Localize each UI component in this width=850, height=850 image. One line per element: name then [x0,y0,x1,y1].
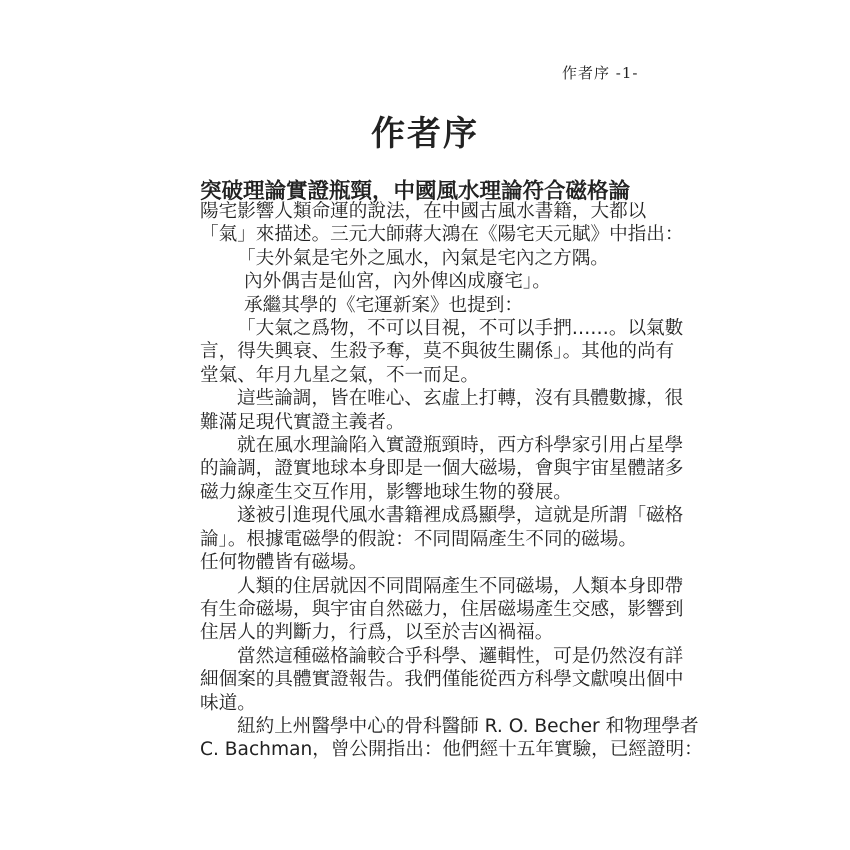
text-line: 人類的住居就因不同間隔產生不同磁場，人類本身即帶 [237,575,684,597]
text-line: 味道。 [200,692,256,714]
page-title: 作者序 [371,114,479,154]
text-line: 論」。根據電磁學的假說：不同間隔產生不同的磁場。 [200,528,637,550]
text-line: 有生命磁場，與宇宙自然磁力，住居磁場產生交感，影響到 [200,598,684,620]
text-line: 遂被引進現代風水書籍裡成爲顯學，這就是所謂「磁格 [237,505,684,527]
text-line: 就在風水理論陷入實證瓶頸時，西方科學家引用占星學 [237,435,684,457]
text-line: 言，得失興衰、生殺予奪，莫不與彼生關係」。其他的尚有 [200,341,675,363]
text-line: 當然這種磁格論較合乎科學、邏輯性，可是仍然沒有詳 [237,645,684,667]
text-line: 任何物體皆有磁場。 [200,552,368,574]
text-line: 這些論調，皆在唯心、玄虛上打轉，沒有具體數據，很 [237,388,684,410]
text-line: C. Bachman，曾公開指出：他們經十五年實驗，已經證明： [200,739,703,761]
text-line: 陽宅影響人類命運的說法，在中國古風水書籍，大都以 [200,201,647,222]
text-line: 的論調，證實地球本身即是一個大磁場，會與宇宙星體諸多 [200,458,684,480]
section-heading: 突破理論實證瓶頸，中國風水理論符合磁格論 [200,179,631,204]
text-line: 內外偶吉是仙宮，內外俾凶成廢宅」。 [244,271,551,293]
text-line: 難滿足現代實證主義者。 [200,411,405,433]
text-line: 「夫外氣是宅外之風水，內氣是宅內之方隅。 [237,247,609,269]
text-line: 細個案的具體實證報告。我們僅能從西方科學文獻嗅出個中 [200,669,684,691]
body-text [200,200,703,762]
running-header: 作者序 -1- [562,64,639,82]
text-line: 「大氣之爲物，不可以目視，不可以手捫……。以氣數 [237,318,684,340]
text-line: 紐約上州醫學中心的骨科醫師 R. O. Becher 和物理學者 [237,715,699,737]
text-line: 住居人的判斷力，行爲，以至於吉凶禍福。 [200,622,554,644]
text-line: 「氣」來描述。三元大師蔣大鴻在《陽宅天元賦》中指出： [200,224,684,246]
text-line: 承繼其學的《宅運新案》也提到： [244,294,523,316]
text-line: 磁力線產生交互作用，影響地球生物的發展。 [200,481,572,503]
text-line: 堂氣、年月九星之氣，不一而足。 [200,364,479,386]
